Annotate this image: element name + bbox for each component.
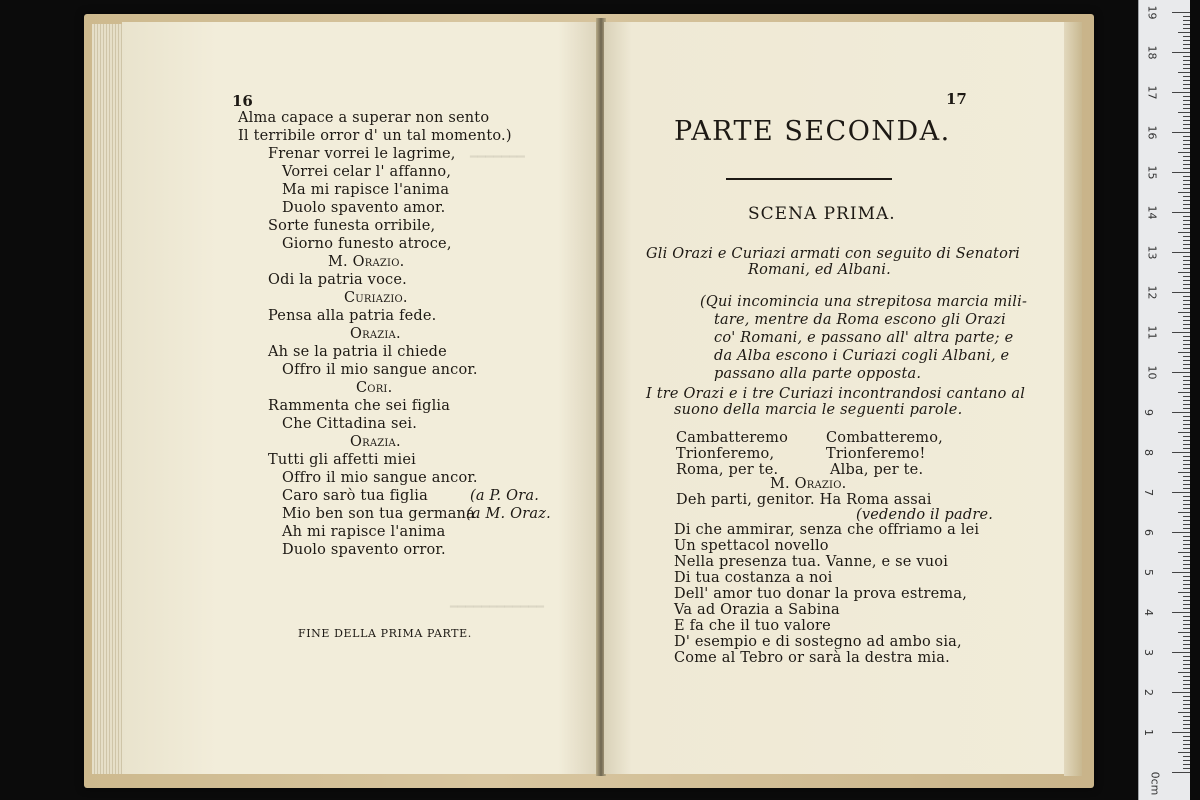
ruler-tick xyxy=(1172,372,1190,373)
ruler-tick xyxy=(1172,52,1190,53)
ruler-tick xyxy=(1172,692,1190,693)
ruler-tick xyxy=(1183,248,1190,249)
ruler-tick xyxy=(1183,404,1190,405)
ruler-tick xyxy=(1183,188,1190,189)
ruler-tick xyxy=(1178,152,1190,153)
ruler-tick xyxy=(1183,680,1190,681)
ruler-tick xyxy=(1183,416,1190,417)
ruler-number: 12 xyxy=(1145,285,1159,300)
chorus-line: Trionferemo! xyxy=(826,446,926,462)
ruler-tick xyxy=(1183,608,1190,609)
verse-line: D' esempio e di sostegno ad ambo sia, xyxy=(674,634,962,650)
ruler-tick xyxy=(1172,612,1190,613)
ruler-tick xyxy=(1172,652,1190,653)
ruler-tick xyxy=(1183,668,1190,669)
ruler-tick xyxy=(1183,660,1190,661)
ruler-tick xyxy=(1183,516,1190,517)
ruler-tick xyxy=(1183,180,1190,181)
ruler-tick xyxy=(1183,640,1190,641)
chorus-line: Cambatteremo xyxy=(676,430,789,446)
stage-direction: (Qui incomincia una strepitosa marcia mili- xyxy=(700,294,1028,310)
speaker-label: Orazia. xyxy=(350,326,401,342)
ruler-tick xyxy=(1183,584,1190,585)
ruler-tick xyxy=(1183,360,1190,361)
verse-line: Che Cittadina sei. xyxy=(282,416,418,432)
ruler-tick xyxy=(1178,552,1190,553)
verse-line: Offro il mio sangue ancor. xyxy=(282,362,478,378)
ruler-number: 3 xyxy=(1142,649,1155,656)
verse-line: Ah se la patria il chiede xyxy=(268,344,447,360)
ruler-tick xyxy=(1183,24,1190,25)
ruler-tick xyxy=(1183,536,1190,537)
ruler-tick xyxy=(1183,628,1190,629)
ruler-tick xyxy=(1183,388,1190,389)
ruler-tick xyxy=(1172,572,1190,573)
ruler-tick xyxy=(1183,496,1190,497)
ruler-tick xyxy=(1183,728,1190,729)
ruler-tick xyxy=(1178,192,1190,193)
ruler-tick xyxy=(1178,512,1190,513)
ruler-tick xyxy=(1183,504,1190,505)
ruler-tick xyxy=(1178,672,1190,673)
ruler-tick xyxy=(1172,252,1190,253)
chorus-line: Trionferemo, xyxy=(676,446,775,462)
ruler-number: 4 xyxy=(1142,609,1155,616)
ruler-tick xyxy=(1183,124,1190,125)
verse-line: Come al Tebro or sarà la destra mia. xyxy=(674,650,950,666)
ruler-tick xyxy=(1183,56,1190,57)
ruler-tick xyxy=(1183,236,1190,237)
ruler-tick xyxy=(1183,148,1190,149)
ruler-number: 7 xyxy=(1142,489,1155,496)
verse-line: Tutti gli affetti miei xyxy=(268,452,416,468)
ruler-tick xyxy=(1183,160,1190,161)
ruler-tick xyxy=(1183,216,1190,217)
ruler-tick xyxy=(1178,312,1190,313)
ruler-tick xyxy=(1183,336,1190,337)
ruler-tick xyxy=(1183,380,1190,381)
ruler-tick xyxy=(1183,676,1190,677)
ruler-tick xyxy=(1183,156,1190,157)
ruler-tick xyxy=(1183,76,1190,77)
ruler-tick xyxy=(1183,300,1190,301)
ruler-tick xyxy=(1183,748,1190,749)
ruler-tick xyxy=(1183,444,1190,445)
ruler-tick xyxy=(1183,544,1190,545)
ruler-tick xyxy=(1183,228,1190,229)
ruler-tick xyxy=(1183,704,1190,705)
verse-line: Sorte funesta orribile, xyxy=(268,218,436,234)
ruler-tick xyxy=(1183,68,1190,69)
ruler-tick xyxy=(1183,604,1190,605)
verse-line: Duolo spavento orror. xyxy=(282,542,446,558)
ruler-tick xyxy=(1183,756,1190,757)
ruler-tick xyxy=(1183,580,1190,581)
ruler-unit-label: 0cm xyxy=(1148,771,1162,796)
ruler-tick xyxy=(1183,420,1190,421)
ruler-tick xyxy=(1183,620,1190,621)
ruler-tick xyxy=(1183,268,1190,269)
ruler-tick xyxy=(1183,588,1190,589)
ruler-tick xyxy=(1183,408,1190,409)
ruler-tick xyxy=(1183,328,1190,329)
stage-aside: (a P. Ora. xyxy=(470,488,540,504)
speaker-label: Cori. xyxy=(356,380,393,396)
ruler-tick xyxy=(1183,596,1190,597)
ruler-tick xyxy=(1183,600,1190,601)
ruler-tick xyxy=(1183,436,1190,437)
ruler-tick xyxy=(1183,528,1190,529)
ruler-tick xyxy=(1183,28,1190,29)
speaker-label: Curiazio. xyxy=(344,290,408,306)
ruler-tick xyxy=(1183,344,1190,345)
ruler-tick xyxy=(1178,272,1190,273)
right-page-number: 17 xyxy=(946,90,967,108)
ruler-number: 14 xyxy=(1145,205,1159,220)
verse-line: Di tua costanza a noi xyxy=(674,570,833,586)
ruler-tick xyxy=(1172,12,1190,13)
chorus-line: Alba, per te. xyxy=(830,462,924,478)
ruler-tick xyxy=(1183,64,1190,65)
stage-direction: I tre Orazi e i tre Curiazi incontrandosi cantano al xyxy=(646,386,1026,402)
ruler-tick xyxy=(1178,72,1190,73)
stage-direction: da Alba escono i Curiazi cogli Albani, e xyxy=(714,348,1010,364)
verse-line: Duolo spavento amor. xyxy=(282,200,446,216)
ruler-tick xyxy=(1178,112,1190,113)
verse-line: Giorno funesto atroce, xyxy=(282,236,452,252)
ruler-number: 19 xyxy=(1145,5,1159,20)
part-title: PARTE SECONDA. xyxy=(674,116,951,147)
ruler-tick xyxy=(1183,520,1190,521)
verse-line: Dell' amor tuo donar la prova estrema, xyxy=(674,586,968,602)
measuring-ruler xyxy=(1138,0,1190,800)
ruler-tick xyxy=(1183,576,1190,577)
page-edges xyxy=(1064,22,1082,776)
ruler-tick xyxy=(1178,352,1190,353)
title-rule xyxy=(726,178,892,180)
ruler-tick xyxy=(1183,264,1190,265)
ruler-tick xyxy=(1183,96,1190,97)
stage-aside: (a M. Oraz. xyxy=(466,506,551,522)
end-of-part-note: FINE DELLA PRIMA PARTE. xyxy=(298,627,472,640)
ruler-tick xyxy=(1183,568,1190,569)
ruler-tick xyxy=(1183,448,1190,449)
ruler-tick xyxy=(1183,760,1190,761)
ruler-tick xyxy=(1183,424,1190,425)
ruler-tick xyxy=(1183,280,1190,281)
ruler-tick xyxy=(1178,632,1190,633)
ruler-number: 1 xyxy=(1142,729,1155,736)
ruler-number: 9 xyxy=(1142,409,1155,416)
chorus-line: Combatteremo, xyxy=(826,430,943,446)
ruler-tick xyxy=(1183,184,1190,185)
ruler-tick xyxy=(1183,320,1190,321)
chorus-line: Roma, per te. xyxy=(676,462,779,478)
ruler-tick xyxy=(1183,240,1190,241)
ruler-tick xyxy=(1183,324,1190,325)
ruler-tick xyxy=(1183,88,1190,89)
ruler-tick xyxy=(1183,488,1190,489)
ruler-tick xyxy=(1183,128,1190,129)
ruler-tick xyxy=(1183,724,1190,725)
ruler-tick xyxy=(1183,744,1190,745)
ruler-number: 5 xyxy=(1142,569,1155,576)
verse-line: Ah mi rapisce l'anima xyxy=(282,524,446,540)
verse-line: Pensa alla patria fede. xyxy=(268,308,437,324)
ruler-tick xyxy=(1183,440,1190,441)
ruler-tick xyxy=(1178,232,1190,233)
ruler-tick xyxy=(1183,400,1190,401)
ruler-tick xyxy=(1183,316,1190,317)
ruler-tick xyxy=(1172,92,1190,93)
ruler-tick xyxy=(1183,428,1190,429)
ruler-tick xyxy=(1172,412,1190,413)
show-through: ━━━━━━━ xyxy=(470,150,525,165)
ruler-tick xyxy=(1183,468,1190,469)
ruler-number: 2 xyxy=(1142,689,1155,696)
speaker-label: Orazia. xyxy=(350,434,401,450)
ruler-tick xyxy=(1172,772,1190,773)
stage-direction: Gli Orazi e Curiazi armati con seguito di Senatori xyxy=(646,246,1020,262)
verse-line: Nella presenza tua. Vanne, e se vuoi xyxy=(674,554,949,570)
ruler-tick xyxy=(1172,452,1190,453)
ruler-tick xyxy=(1183,340,1190,341)
ruler-tick xyxy=(1183,200,1190,201)
ruler-tick xyxy=(1183,656,1190,657)
ruler-tick xyxy=(1183,616,1190,617)
ruler-tick xyxy=(1183,256,1190,257)
ruler-tick xyxy=(1183,664,1190,665)
ruler-tick xyxy=(1183,540,1190,541)
ruler-tick xyxy=(1183,696,1190,697)
ruler-tick xyxy=(1183,100,1190,101)
ruler-tick xyxy=(1183,376,1190,377)
stage-direction: tare, mentre da Roma escono gli Orazi xyxy=(714,312,1006,328)
ruler-tick xyxy=(1183,688,1190,689)
ruler-tick xyxy=(1183,736,1190,737)
ruler-tick xyxy=(1183,720,1190,721)
ruler-tick xyxy=(1172,732,1190,733)
ruler-tick xyxy=(1183,508,1190,509)
ruler-tick xyxy=(1172,212,1190,213)
ruler-tick xyxy=(1183,104,1190,105)
ruler-tick xyxy=(1183,464,1190,465)
ruler-number: 11 xyxy=(1145,325,1159,340)
speaker-label: M. Orazio. xyxy=(328,254,405,270)
verse-line: Frenar vorrei le lagrime, xyxy=(268,146,456,162)
ruler-tick xyxy=(1183,716,1190,717)
ruler-tick xyxy=(1172,292,1190,293)
ruler-tick xyxy=(1183,384,1190,385)
verse-line: E fa che il tuo valore xyxy=(674,618,831,634)
verse-line: Va ad Orazia a Sabina xyxy=(674,602,840,618)
ruler-tick xyxy=(1183,84,1190,85)
verse-line: Caro sarò tua figlia xyxy=(282,488,428,504)
verse-line: Deh parti, genitor. Ha Roma assai xyxy=(676,492,932,508)
ruler-tick xyxy=(1183,44,1190,45)
ruler-tick xyxy=(1172,132,1190,133)
ruler-tick xyxy=(1183,524,1190,525)
ruler-tick xyxy=(1183,164,1190,165)
verse-line: Odi la patria voce. xyxy=(268,272,407,288)
ruler-tick xyxy=(1183,460,1190,461)
ruler-tick xyxy=(1183,204,1190,205)
ruler-tick xyxy=(1183,548,1190,549)
ruler-tick xyxy=(1183,456,1190,457)
ruler-tick xyxy=(1183,60,1190,61)
ruler-number: 10 xyxy=(1145,365,1159,380)
ruler-tick xyxy=(1183,116,1190,117)
ruler-tick xyxy=(1183,740,1190,741)
ruler-tick xyxy=(1183,220,1190,221)
ruler-tick xyxy=(1183,136,1190,137)
ruler-tick xyxy=(1183,36,1190,37)
ruler-number: 15 xyxy=(1145,165,1159,180)
ruler-tick xyxy=(1183,368,1190,369)
ruler-tick xyxy=(1183,296,1190,297)
ruler-tick xyxy=(1172,172,1190,173)
ruler-tick xyxy=(1183,208,1190,209)
ruler-tick xyxy=(1178,32,1190,33)
ruler-tick xyxy=(1172,332,1190,333)
ruler-tick xyxy=(1183,480,1190,481)
verse-line: Offro il mio sangue ancor. xyxy=(282,470,478,486)
ruler-tick xyxy=(1183,700,1190,701)
ruler-tick xyxy=(1183,708,1190,709)
ruler-tick xyxy=(1183,764,1190,765)
ruler-tick xyxy=(1183,556,1190,557)
ruler-tick xyxy=(1183,48,1190,49)
ruler-tick xyxy=(1183,16,1190,17)
ruler-number: 13 xyxy=(1145,245,1159,260)
scene-heading: SCENA PRIMA. xyxy=(748,204,896,224)
ruler-tick xyxy=(1183,224,1190,225)
speaker-label: M. Orazio. xyxy=(770,476,847,492)
verse-line: Vorrei celar l' affanno, xyxy=(282,164,452,180)
ruler-tick xyxy=(1183,196,1190,197)
ruler-number: 17 xyxy=(1145,85,1159,100)
ruler-tick xyxy=(1183,476,1190,477)
ruler-tick xyxy=(1183,276,1190,277)
ruler-tick xyxy=(1183,644,1190,645)
verse-line: Rammenta che sei figlia xyxy=(268,398,451,414)
ruler-number: 16 xyxy=(1145,125,1159,140)
ruler-tick xyxy=(1183,684,1190,685)
left-page-number: 16 xyxy=(232,92,253,110)
ruler-tick xyxy=(1183,140,1190,141)
ruler-tick xyxy=(1183,80,1190,81)
ruler-tick xyxy=(1183,168,1190,169)
page-edges xyxy=(92,24,124,774)
ruler-tick xyxy=(1183,768,1190,769)
stage-direction: co' Romani, e passano all' altra parte; e xyxy=(714,330,1014,346)
ruler-tick xyxy=(1183,20,1190,21)
verse-line: Ma mi rapisce l'anima xyxy=(282,182,450,198)
ruler-tick xyxy=(1183,304,1190,305)
ruler-tick xyxy=(1183,288,1190,289)
ruler-tick xyxy=(1183,648,1190,649)
ruler-tick xyxy=(1183,624,1190,625)
ruler-tick xyxy=(1183,564,1190,565)
ruler-tick xyxy=(1178,592,1190,593)
stage-direction: passano alla parte opposta. xyxy=(714,366,922,382)
ruler-number: 18 xyxy=(1145,45,1159,60)
ruler-tick xyxy=(1178,392,1190,393)
ruler-number: 8 xyxy=(1142,449,1155,456)
ruler-tick xyxy=(1183,636,1190,637)
ruler-tick xyxy=(1183,364,1190,365)
show-through: ━━━━━━━━━━━━ xyxy=(450,600,544,615)
ruler-tick xyxy=(1183,244,1190,245)
stage-direction: Romani, ed Albani. xyxy=(748,262,891,278)
ruler-tick xyxy=(1183,560,1190,561)
ruler-tick xyxy=(1183,396,1190,397)
ruler-tick xyxy=(1183,260,1190,261)
verse-line: Un spettacol novello xyxy=(674,538,829,554)
ruler-tick xyxy=(1172,532,1190,533)
stage-aside: (vedendo il padre. xyxy=(856,507,994,523)
ruler-tick xyxy=(1183,120,1190,121)
ruler-tick xyxy=(1178,472,1190,473)
ruler-tick xyxy=(1183,176,1190,177)
ruler-tick xyxy=(1183,348,1190,349)
ruler-tick xyxy=(1183,356,1190,357)
ruler-tick xyxy=(1183,484,1190,485)
ruler-tick xyxy=(1183,500,1190,501)
ruler-tick xyxy=(1183,144,1190,145)
ruler-tick xyxy=(1178,712,1190,713)
verse-line: Di che ammirar, senza che offriamo a lei xyxy=(674,522,980,538)
ruler-tick xyxy=(1172,492,1190,493)
ruler-tick xyxy=(1183,40,1190,41)
verse-line: Il terribile orror d' un tal momento.) xyxy=(238,128,512,144)
stage-direction: suono della marcia le seguenti parole. xyxy=(674,402,963,418)
ruler-tick xyxy=(1178,752,1190,753)
ruler-tick xyxy=(1183,308,1190,309)
verse-line: Mio ben son tua germana xyxy=(282,506,475,522)
ruler-number: 6 xyxy=(1142,529,1155,536)
ruler-tick xyxy=(1183,108,1190,109)
ruler-tick xyxy=(1183,284,1190,285)
ruler-tick xyxy=(1178,432,1190,433)
verse-line: Alma capace a superar non sento xyxy=(238,110,490,126)
